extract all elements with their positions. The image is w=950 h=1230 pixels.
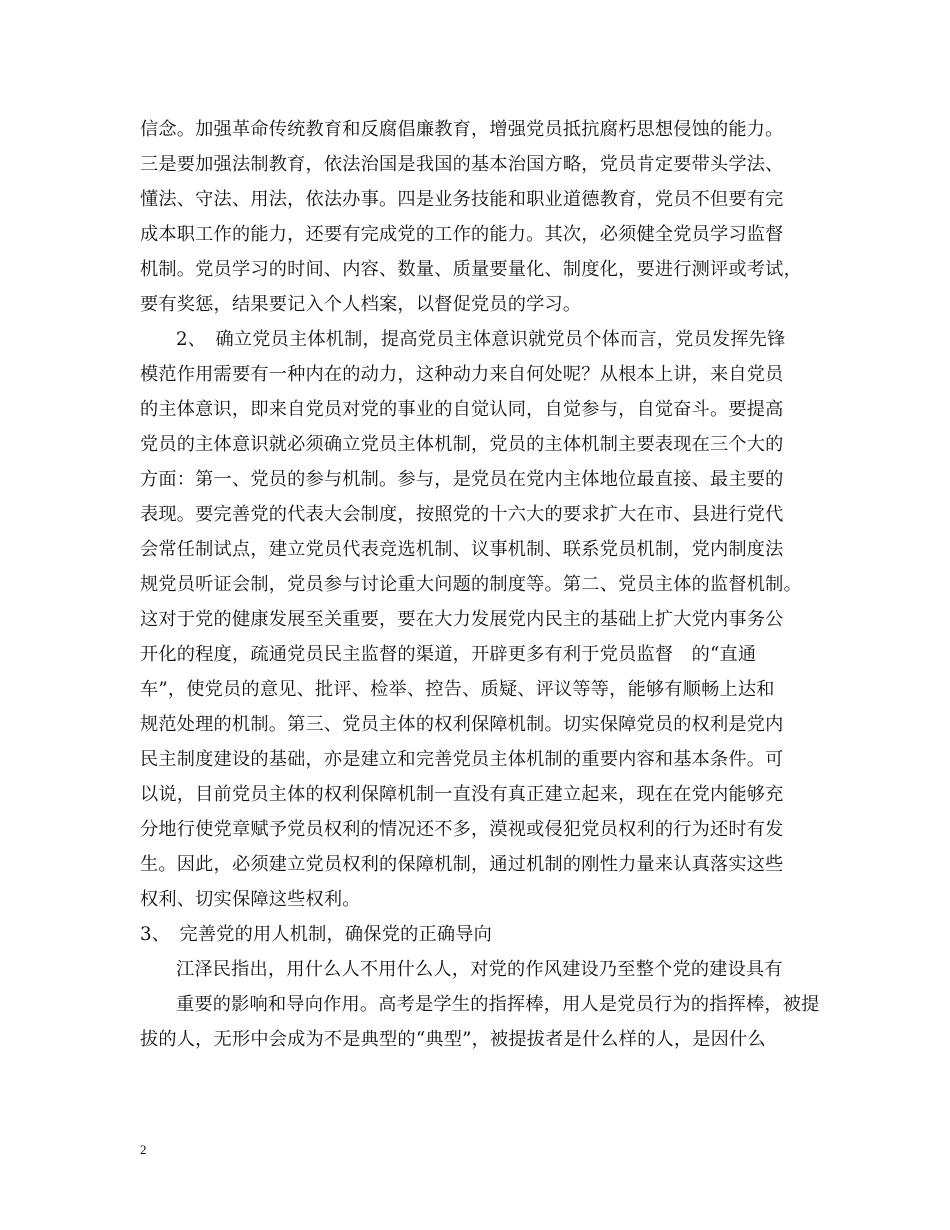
text-line: 方面：第一、党员的参与机制。参与，是党员在党内主体地位最直接、最主要的 xyxy=(140,469,784,490)
text-line: 规党员听证会制，党员参与讨论重大问题的制度等。第二、党员主体的监督机制。 xyxy=(140,574,802,595)
text-line: 的主体意识，即来自党员对党的事业的自觉认同，自觉参与，自觉奋斗。要提高 xyxy=(140,399,784,420)
text-line: 机制。党员学习的时间、内容、数量、质量要量化、制度化，要进行测评或考试， xyxy=(140,259,802,280)
text-line: 规范处理的机制。第三、党员主体的权利保障机制。切实保障党员的权利是党内 xyxy=(140,714,784,735)
text-line: 车”，使党员的意见、批评、检举、控告、质疑、评议等等，能够有顺畅上达和 xyxy=(140,679,775,700)
text-line: 以说，目前党员主体的权利保障机制一直没有真正建立起来，现在在党内能够充 xyxy=(140,784,784,805)
text-line: 党员的主体意识就必须确立党员主体机制，党员的主体机制主要表现在三个大的 xyxy=(140,434,784,455)
paragraph-first-line: 重要的影响和导向作用。高考是学生的指挥棒，用人是党员行为的指挥棒，被提 xyxy=(176,994,820,1015)
text-line: 三是要加强法制教育，依法治国是我国的基本治国方略，党员肯定要带头学法、 xyxy=(140,154,784,175)
text-line: 信念。加强革命传统教育和反腐倡廉教育，增强党员抵抗腐朽思想侵蚀的能力。 xyxy=(140,119,784,140)
text-line: 要有奖惩，结果要记入个人档案，以督促党员的学习。 xyxy=(140,294,582,315)
text-line: 懂法、守法、用法，依法办事。四是业务技能和职业道德教育，党员不但要有完 xyxy=(140,189,784,210)
text-line: 3、 完善党的用人机制，确保党的正确导向 xyxy=(140,924,493,945)
text-line: 民主制度建设的基础，亦是建立和完善党员主体机制的重要内容和基本条件。可 xyxy=(140,749,784,770)
text-line: 拔的人，无形中会成为不是典型的“典型”，被提拔者是什么样的人，是因什么 xyxy=(140,1029,766,1050)
text-line: 模范作用需要有一种内在的动力，这种动力来自何处呢？从根本上讲，来自党员 xyxy=(140,364,784,385)
text-line: 分地行使党章赋予党员权利的情况还不多，漠视或侵犯党员权利的行为还时有发 xyxy=(140,819,784,840)
text-line: 表现。要完善党的代表大会制度，按照党的十六大的要求扩大在市、县进行党代 xyxy=(140,504,784,525)
text-line: 生。因此，必须建立党员权利的保障机制，通过机制的刚性力量来认真落实这些 xyxy=(140,854,784,875)
section-heading-2: 2、 确立党员主体机制，提高党员主体意识就党员个体而言，党员发挥先锋 xyxy=(176,329,786,350)
section-heading-3: 江泽民指出，用什么人不用什么人，对党的作风建设乃至整个党的建设具有 xyxy=(176,959,783,980)
page-number: 2 xyxy=(140,1142,147,1157)
text-line: 成本职工作的能力，还要有完成党的工作的能力。其次，必须健全党员学习监督 xyxy=(140,224,784,245)
text-line: 会常任制试点，建立党员代表竞选机制、议事机制、联系党员机制，党内制度法 xyxy=(140,539,784,560)
text-line: 开化的程度，疏通党员民主监督的渠道，开辟更多有利于党员监督 的“直通 xyxy=(140,644,757,665)
text-line: 权利、切实保障这些权利。 xyxy=(140,889,361,910)
text-line: 这对于党的健康发展至关重要，要在大力发展党内民主的基础上扩大党内事务公 xyxy=(140,609,784,630)
